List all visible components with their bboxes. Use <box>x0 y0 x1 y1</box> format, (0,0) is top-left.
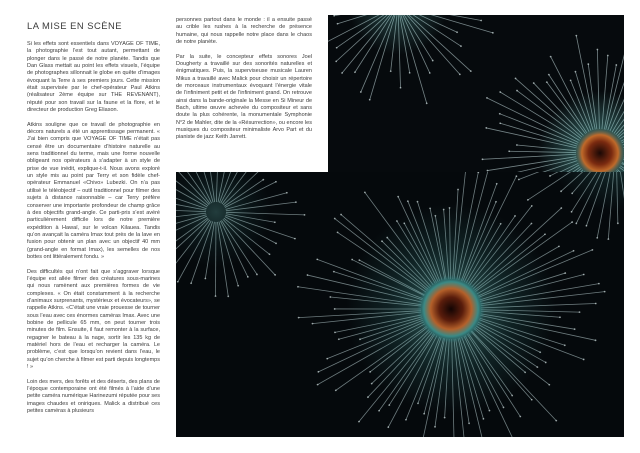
spine-tip <box>429 72 431 74</box>
spine-tip <box>575 223 577 225</box>
spine-tip <box>460 45 462 47</box>
spine-tip <box>177 281 179 283</box>
spine-tip <box>215 295 217 297</box>
spine-tip <box>388 404 390 406</box>
spine-tip <box>499 91 501 93</box>
spine-tip <box>334 331 336 333</box>
spine-tip <box>583 274 585 276</box>
spine-tip <box>326 358 328 360</box>
spine-tip <box>596 49 598 51</box>
spine-tip <box>564 272 566 274</box>
spine-tip <box>560 207 562 209</box>
spine-tip <box>333 271 335 273</box>
spine-tip <box>423 413 425 415</box>
spine-tip <box>457 189 459 191</box>
spine-tip <box>337 232 339 234</box>
spine-tip <box>495 201 497 203</box>
spine-tip <box>575 35 577 37</box>
spine-tip <box>560 190 562 192</box>
spine-tip <box>518 179 520 181</box>
spine-tip <box>337 23 339 25</box>
spine-tip <box>434 426 436 428</box>
sea-creature-photo-top <box>328 15 624 175</box>
spine-tip <box>269 253 271 255</box>
spine-tip <box>485 127 487 129</box>
spine-tip <box>367 396 369 398</box>
spine-tip <box>516 90 518 92</box>
spine-tip <box>312 323 314 325</box>
spine-tip <box>511 395 513 397</box>
spine-tip <box>468 422 470 424</box>
spine-tip <box>432 60 434 62</box>
text-column-left <box>27 41 160 423</box>
spine-tip <box>338 338 340 340</box>
spine-tip <box>516 144 518 146</box>
spine-tip <box>596 237 598 239</box>
spine-tip <box>571 211 573 213</box>
spine-tip <box>341 72 343 74</box>
spine-tip <box>237 285 239 287</box>
spine-tip <box>459 74 461 76</box>
spine-tip <box>558 246 560 248</box>
spine-tip <box>595 303 597 305</box>
spine-tip <box>516 175 518 177</box>
spine-tip <box>364 192 366 194</box>
spine-tip <box>354 71 356 73</box>
spine-tip <box>607 55 609 57</box>
spine-tip <box>407 200 409 202</box>
spine-tip <box>499 122 501 124</box>
spine-tip <box>405 419 407 421</box>
spine-tip <box>470 70 472 72</box>
spine-tip <box>304 214 306 216</box>
spine-tip <box>378 410 380 412</box>
spine-tip <box>545 362 547 364</box>
spine-tip <box>515 78 517 80</box>
spine-tip <box>358 421 360 423</box>
spine-tip <box>549 175 551 177</box>
spine-tip <box>444 417 446 419</box>
spine-tip <box>295 201 297 203</box>
spine-tip <box>587 63 589 65</box>
spine-tip <box>583 359 585 361</box>
spine-tip <box>482 158 484 160</box>
spine-tip <box>329 296 331 298</box>
spine-tip <box>371 383 373 385</box>
paragraph: Loin des mers, des forêts et des déserts, des plans de l’époque contemporaine ont été filmés à l’aide d’une petite caméra numérique Harinezumi réputée pour ses images chaudes et oniriques. Malick a distribué ces petites caméras à plusieurs <box>27 378 160 415</box>
spine-tip <box>574 328 576 330</box>
spine-tip <box>573 250 575 252</box>
spine-tip <box>575 71 577 73</box>
spine-tip <box>615 64 617 66</box>
spine-tip <box>595 339 597 341</box>
spine-tip <box>591 249 593 251</box>
spine-tip <box>527 199 529 201</box>
spine-tip <box>564 344 566 346</box>
spine-tip <box>496 183 498 185</box>
spine-tip <box>335 60 337 62</box>
spine-tip <box>316 258 318 260</box>
spine-tip <box>531 399 533 401</box>
spine-tip <box>275 181 277 183</box>
spine-tip <box>275 242 277 244</box>
spine-tip <box>519 416 521 418</box>
spine-tip <box>190 282 192 284</box>
spine-tip <box>262 179 264 181</box>
spine-tip <box>531 205 533 207</box>
spine-tip <box>550 56 552 58</box>
spine-tip <box>514 215 516 217</box>
spine-tip <box>607 238 609 240</box>
spine-tip <box>227 295 229 297</box>
spine-tip <box>503 407 505 409</box>
section-title: LA MISE EN SCÈNE <box>27 20 123 31</box>
spine-tip <box>297 286 299 288</box>
sea-creature-photo-main <box>176 172 624 437</box>
spine-tip <box>486 97 488 99</box>
spine-tip <box>340 214 342 216</box>
spine-tip <box>456 31 458 33</box>
spine-tip <box>397 196 399 198</box>
spine-tip <box>294 238 296 240</box>
text-column-right <box>176 17 312 149</box>
spine-tip <box>351 259 353 261</box>
spine-tip <box>533 82 535 84</box>
spine-tip <box>298 317 300 319</box>
spine-tip <box>334 308 336 310</box>
spine-tip <box>307 274 309 276</box>
spine-tip <box>480 20 482 22</box>
spine-tip <box>256 274 258 276</box>
spine-tip <box>334 218 336 220</box>
spine-tip <box>369 99 371 101</box>
spine-tip <box>387 426 389 428</box>
spine-tip <box>426 102 428 104</box>
spine-tip <box>274 274 276 276</box>
spine-tip <box>499 113 501 115</box>
spine-tip <box>555 420 557 422</box>
spine-tip <box>483 418 485 420</box>
spine-tip <box>508 150 510 152</box>
spine-tip <box>570 79 572 81</box>
spine-tip <box>492 32 494 34</box>
spine-tip <box>548 74 550 76</box>
spine-tip <box>317 384 319 386</box>
spine-tip <box>604 291 606 293</box>
spine-tip <box>417 201 419 203</box>
spine-tip <box>489 410 491 412</box>
spine-tip <box>617 222 619 224</box>
paragraph: Si les effets sont essentiels dans VOYAGE OF TIME, la photographie l’est tout autant, permettant de plonger dans le passé de notre planète. Tandis que Dan Glass mettait au point les effets visuels, l’équipe de photographes sillonnait le globe en quête d’images évoquant la Terre à ses premiers jours. Cette mission était supervisée par le chef-opérateur Paul Atkins (réalisateur 2ème équipe sur THE REVENANT), réputé pour son travail sur la faune et la flore, et le directeur de production Greg Eliason. <box>27 41 160 114</box>
spine-tip <box>400 87 402 89</box>
paragraph: Par la suite, le concepteur effets sonores Joel Dougherty a travaillé sur des sonorités naturelles et énigmatiques. Puis, la superviseuse musicale Lauren Mikus a travaillé avec Malick pour choisir un répertoire de morceaux instrumentaux évoquant l’énergie vitale de l’infiniment petit et de l’infiniment grand. On retrouve ainsi dans la bande-originale la Messe en Si Mineur de Bach, ultime œuvre achevée du compositeur et sans doute la plus cohérente, la monumentale Symphonie N°2 de Mahler, dite de la «Résurrection», ou encore les musiques du compositeur minimaliste Arvo Part et du pianiste de jazz Keith Jarrett. <box>176 53 312 141</box>
spine-tip <box>559 316 561 318</box>
spine-tip <box>317 371 319 373</box>
spine-tip <box>598 283 600 285</box>
spine-tip <box>544 233 546 235</box>
paragraph: Des difficultés qui n’ont fait que s’aggraver lorsque l’équipe est allée filmer des créatures sous-marines qui nous ramènent aux premières formes de vie complexes. « On était constamment à la recherche d’animaux surprenants, mystérieux et évocateurs», se rappelle Atkins. «C’était une vraie prouesse de tourner sous l’eau avec ces énormes caméras Imax. Avec une bobine de pellicule 65 mm, on peut tourner trois minutes de film. Ensuite, il faut remonter à la surface, regagner le bateau à la nage, sortir les 135 kg de matériel hors de l’eau et recharger la caméra. Le problème, c’est que lorsqu’on revient dans l’eau, le sujet qu’on cherche à filmer est parti depuis longtemps ! » <box>27 268 160 371</box>
spine-tip <box>274 221 276 223</box>
spine-tip <box>360 91 362 93</box>
spine-tip <box>286 192 288 194</box>
spine-tip <box>571 221 573 223</box>
spine-tip <box>335 389 337 391</box>
paragraph: Atkins souligne que ce travail de photographie en décors naturels a été un apprentissage permanent. « J’ai bien compris que VOYAGE OF TIME n’était pas censé être un documentaire d’histoire naturelle au sens traditionnel du terme, mais une forme nouvelle obligeant nos opérateurs à s’adapter à un style de prise de vue inédit, explique-t-il. Nous avons exploré un style mis au point par Terry et son fidèle chef-opérateur Emmanuel «Chivo» Lubezki. On n’a pas utilisé le téléobjectif – outil traditionnel pour filmer des sujets à distance raisonnable – car Terry préfère conserver une importante profondeur de champ grâce à des objectifs grand-angle. Ce parti-pris s’est avéré particulièrement difficile lors de notre première expédition à Hawaï, sur le volcan Kilauea. Tandis qu’on avançait la caméra Imax tout près de la lave en fusion pour obtenir un plan avec un objectif 40 mm (grand-angle en format Imax), les semelles de nos bottes ont littéralement fondu. » <box>27 121 160 260</box>
spine-tip <box>548 384 550 386</box>
spine-tip <box>586 225 588 227</box>
spine-tip <box>546 81 548 83</box>
spine-tip <box>247 276 249 278</box>
spine-tip <box>409 72 411 74</box>
spine-tip <box>531 223 533 225</box>
spine-tip <box>204 278 206 280</box>
paragraph: personnes partout dans le monde : il a ensuite passé au crible les rushes à la recherche de présence humaine, qui nous rappelle notre place dans le chaos de notre planète. <box>176 17 312 46</box>
spine-tip <box>579 311 581 313</box>
spine-tip <box>390 70 392 72</box>
spine-tip <box>336 47 338 49</box>
